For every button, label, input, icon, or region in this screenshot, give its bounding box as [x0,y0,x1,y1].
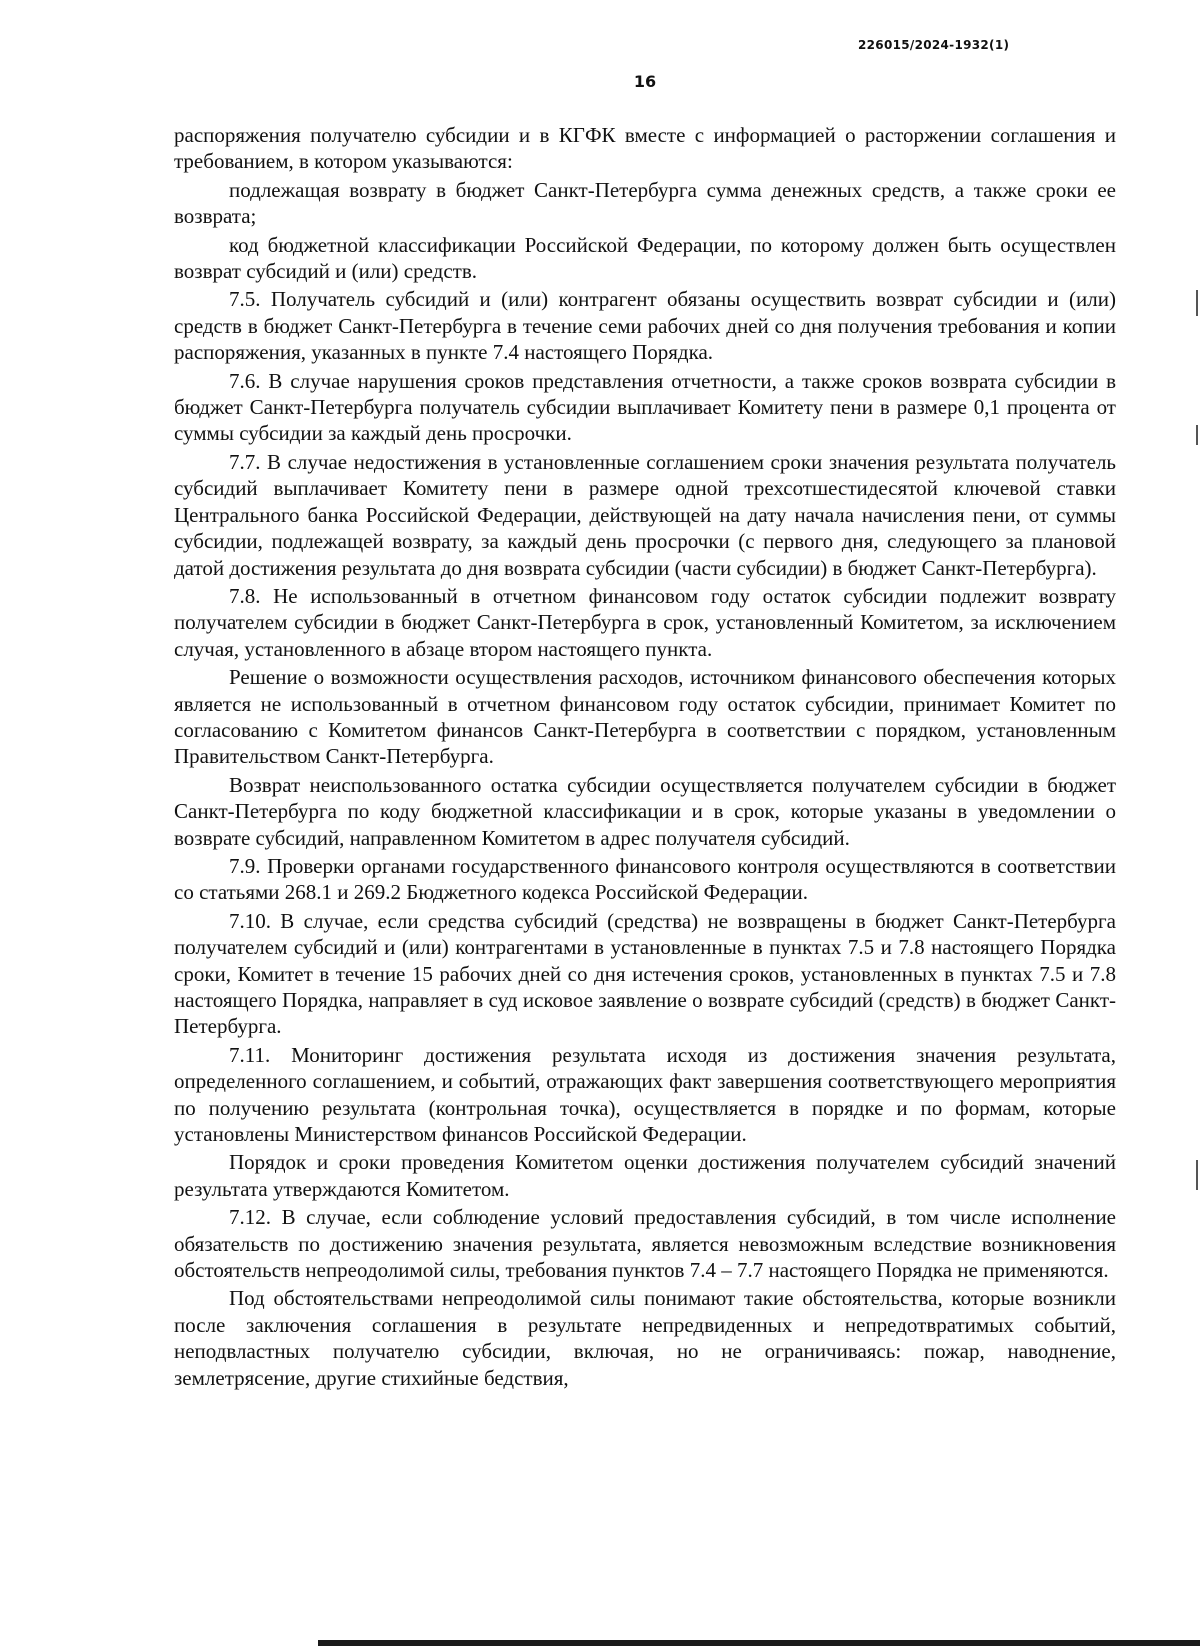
paragraph-7-11: 7.11. Мониторинг достижения результата исходя из достижения значения результата, определенного соглашением, и событий, отражающих факт завершения соответствующего мероприятия по получению результата (контрольная точка), осуществляется в порядке и по формам, которые установлены Министерством финансов Российской Федерации. [174,1042,1116,1147]
paragraph-7-12: 7.12. В случае, если соблюдение условий предоставления субсидий, в том числе исполнение обязательств по достижению значения результата, является невозможным вследствие возникновения обстоятельств непреодолимой силы, требования пунктов 7.4 – 7.7 настоящего Порядка не применяются. [174,1205,1116,1283]
paragraph-7-8-decision: Решение о возможности осуществления расходов, источником финансового обеспечения которых является не использованный в отчетном финансовом году остаток субсидии, принимает Комитет по согласованию с Комитетом финансов Санкт-Петербурга в соответствии с порядком, установленным Правительством Санкт-Петербурга. [174,665,1116,769]
page-number: 16 [633,72,657,91]
scan-margin-mark [1196,290,1198,316]
paragraph-continuation: распоряжения получателю субсидии и в КГФК вместе с информацией о расторжении соглашения и требованием, в котором указываются: [174,123,1116,174]
scan-margin-mark [1196,425,1198,445]
paragraph-7-8: 7.8. Не использованный в отчетном финансовом году остаток субсидии подлежит возврату получателем субсидии в бюджет Санкт-Петербурга в срок, установленный Комитетом, за исключением случая, установленного в абзаце втором настоящего пункта. [174,583,1116,661]
paragraph-force-majeure: Под обстоятельствами непреодолимой силы понимают такие обстоятельства, которые возникли после заключения соглашения в результате непредвиденных и непредотвратимых событий, неподвластных получателю субсидии, включая, но не ограничиваясь: пожар, наводнение, землетрясение, другие стихийные бедствия, [174,1286,1116,1390]
document-body [174,122,1116,1391]
paragraph-7-5: 7.5. Получатель субсидий и (или) контрагент обязаны осуществить возврат субсидии и (или) средств в бюджет Санкт-Петербурга в течение семи рабочих дней со дня получения требования и копии распоряжения, указанных в пункте 7.4 настоящего Порядка. [174,287,1116,365]
document-registration-number: 226015/2024-1932(1) [858,38,1010,52]
paragraph-budget-code: код бюджетной классификации Российской Федерации, по которому должен быть осуществлен возврат субсидий и (или) средств. [174,232,1116,284]
paragraph-7-11-assessment: Порядок и сроки проведения Комитетом оценки достижения получателем субсидий значений результата утверждаются Комитетом. [174,1150,1116,1201]
paragraph-7-6: 7.6. В случае нарушения сроков представления отчетности, а также сроков возврата субсидии в бюджет Санкт-Петербурга получатель субсидии выплачивает Комитету пени в размере 0,1 процента от суммы субсидии за каждый день просрочки. [174,368,1116,446]
scan-edge-bar [318,1640,1200,1646]
paragraph-7-7: 7.7. В случае недостижения в установленные соглашением сроки значения результата получатель субсидий выплачивает Комитету пени в размере одной трехсотшестидесятой ключевой ставки Центрального банка Российской Федерации, действующей на дату начала начисления пени, от суммы субсидии, подлежащей возврату, за каждый день просрочки (с первого дня, следующего за плановой датой достижения результата до дня возврата субсидии (части субсидии) в бюджет Санкт-Петербурга). [174,449,1116,580]
scan-margin-mark [1196,1160,1198,1190]
paragraph-7-10: 7.10. В случае, если средства субсидий (средства) не возвращены в бюджет Санкт-Петербурга получателем субсидий и (или) контрагентами в установленные в пунктах 7.5 и 7.8 настоящего Порядка сроки, Комитет в течение 15 рабочих дней со дня истечения сроков, установленных в пунктах 7.5 и 7.8 настоящего Порядка, направляет в суд исковое заявление о возврате субсидий (средств) в бюджет Санкт-Петербурга. [174,908,1116,1039]
paragraph-7-8-refund: Возврат неиспользованного остатка субсидии осуществляется получателем субсидии в бюджет Санкт-Петербурга по коду бюджетной классификации и в срок, которые указаны в уведомлении о возврате субсидий, направленном Комитетом в адрес получателя субсидий. [174,772,1116,850]
paragraph-refund-amount: подлежащая возврату в бюджет Санкт-Петербурга сумма денежных средств, а также сроки ее возврата; [174,177,1116,229]
paragraph-7-9: 7.9. Проверки органами государственного финансового контроля осуществляются в соответствии со статьями 268.1 и 269.2 Бюджетного кодекса Российской Федерации. [174,853,1116,905]
